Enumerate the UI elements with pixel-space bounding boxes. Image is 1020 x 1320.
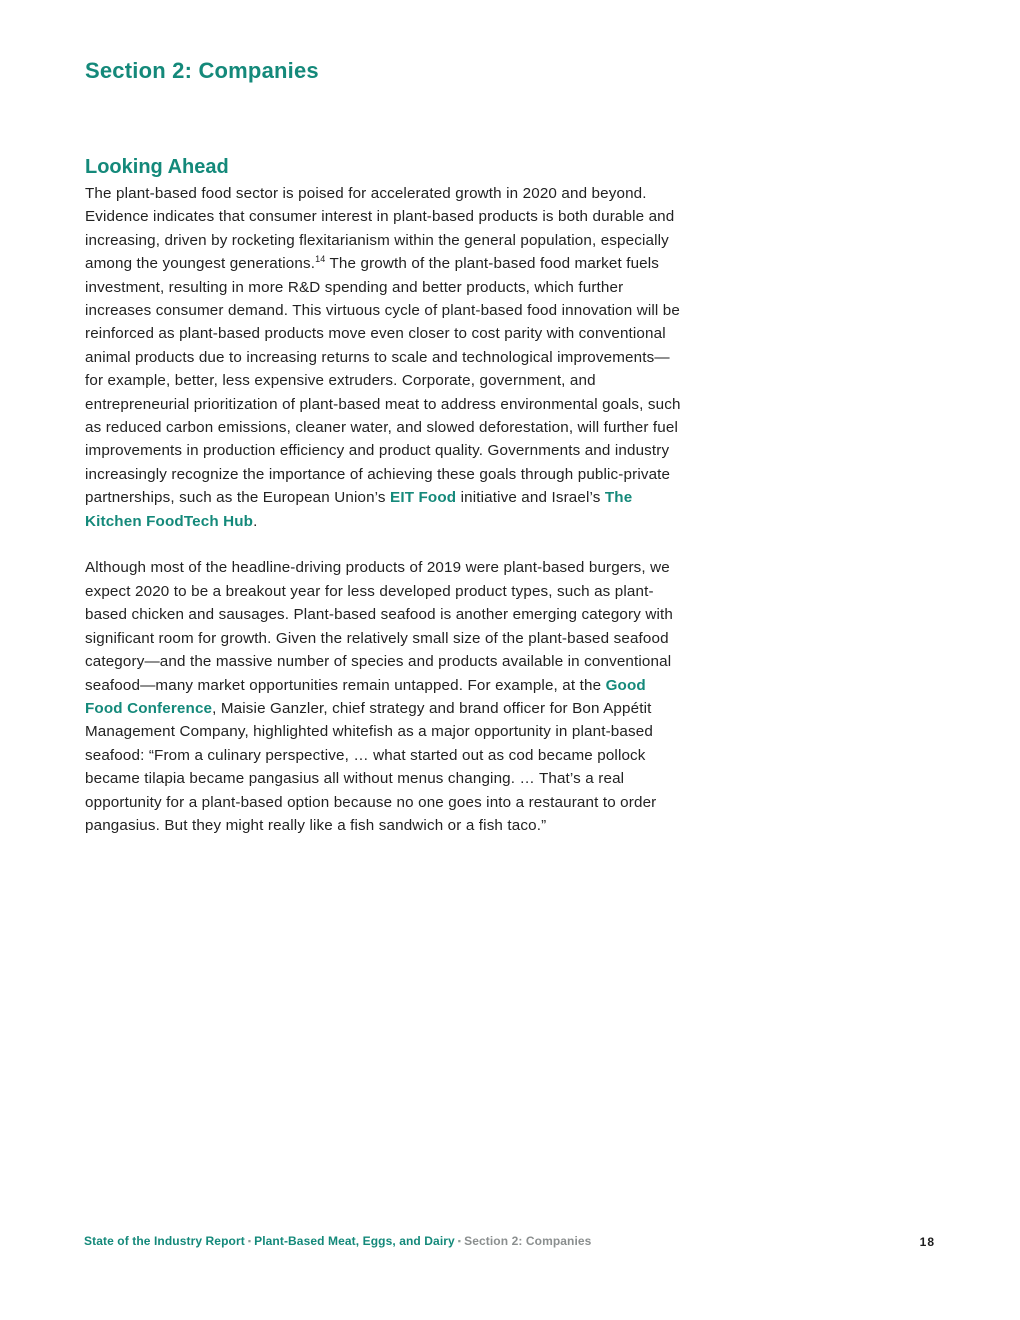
article-body [85, 182, 685, 837]
p2-text-2: , Maisie Ganzler, chief strategy and brand officer for Bon Appétit Management Company, highlighted whitefish as a major opportunity in plant-based seafood: “From a culinary perspective, … what started out as cod became pollock became tilapia became pangasius all without menus changing. … That’s a real opportunity for a plant-based option because no one goes into a restaurant to order pangasius. But they might really like a fish sandwich or a fish taco.” [85, 699, 657, 834]
p1-text-2: The growth of the plant-based food market fuels investment, resulting in more R&D spending and better products, which further increases consumer demand. This virtuous cycle of plant-based food innovation will be reinforced as plant-based products move even closer to cost parity with conventional animal products due to increasing returns to scale and technological improvements—for example, better, less expensive extruders. Corporate, government, and entrepreneurial prioritization of plant-based meat to address environmental goals, such as reduced carbon emissions, cleaner water, and slowed deforestation, will further fuel improvements in production efficiency and product quality. Governments and industry increasingly recognize the importance of achieving these goals through public-private partnerships, such as the European Union’s [85, 255, 681, 507]
footer-breadcrumb [84, 1234, 591, 1248]
kitchen-foodtech-hub-link[interactable]: The Kitchen FoodTech Hub [85, 489, 633, 530]
breadcrumb-report: State of the Industry Report [84, 1234, 245, 1248]
breadcrumb-section: Section 2: Companies [464, 1234, 592, 1248]
eit-food-link[interactable]: EIT Food [390, 489, 457, 507]
good-food-conference-link[interactable]: Good Food Conference [85, 676, 646, 717]
page-number: 18 [919, 1235, 935, 1249]
breadcrumb-category: Plant-Based Meat, Eggs, and Dairy [254, 1234, 455, 1248]
section-title: Section 2: Companies [85, 58, 319, 83]
p1-text-4: . [253, 512, 258, 530]
breadcrumb-separator: ▪ [247, 1236, 252, 1246]
paragraph-1 [85, 182, 685, 533]
p1-text-3: initiative and Israel’s [456, 489, 605, 507]
article-heading: Looking Ahead [85, 156, 229, 178]
breadcrumb-separator: ▪ [457, 1236, 462, 1246]
paragraph-2 [85, 556, 685, 837]
p2-text-1: Although most of the headline-driving products of 2019 were plant-based burgers, we expect 2020 to be a breakout year for less developed product types, such as plant-based chicken and sausages. Plant-based seafood is another emerging category with significant room for growth. Given the relatively small size of the plant-based seafood category—and the massive number of species and products available in conventional seafood—many market opportunities remain untapped. For example, at the [85, 559, 673, 694]
footnote-ref[interactable]: 14 [315, 254, 326, 265]
p1-text-1: The plant-based food sector is poised for accelerated growth in 2020 and beyond. Evidence indicates that consumer interest in plant-based products is both durable and increasing, driven by rocketing flexitarianism within the general population, especially among the youngest generations. [85, 185, 675, 273]
